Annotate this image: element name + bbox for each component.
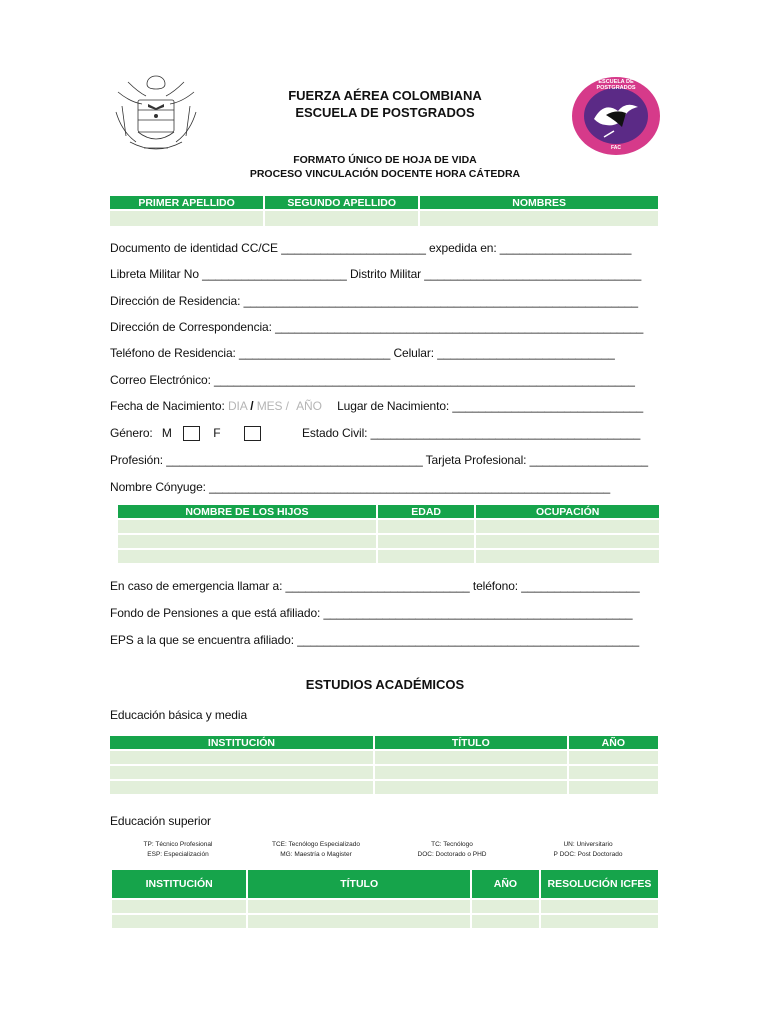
correo-field[interactable]: Correo Electrónico: ________________________________________________________________ [110,373,635,387]
legend-esp: ESP: Especialización [147,851,209,858]
badge-text-top: ESCUELA DE POSTGRADOS [596,79,636,91]
header-anio: AÑO [569,736,658,749]
segundo-apellido-cell[interactable] [265,211,418,226]
legend-doc: DOC: Doctorado o PHD [417,851,487,858]
school-badge-logo [570,75,662,157]
badge-text-bottom: FAC [611,145,621,151]
superior-table [110,870,660,928]
header-segundo-apellido: SEGUNDO APELLIDO [265,196,418,209]
legend-mg: MG: Maestría o Magister [280,851,352,858]
libreta-field[interactable]: Libreta Militar No ______________________ Distrito Militar _________________________________ [110,267,642,281]
emergencia-field[interactable]: En caso de emergencia llamar a: ____________________________ teléfono: __________________ [110,579,640,593]
header-anio-superior: AÑO [472,870,539,898]
genero-label: Género: [110,426,153,440]
legend-pdoc: P DOC: Post Doctorado [553,851,623,858]
fecha-nacimiento-label: Fecha de Nacimiento: [110,399,225,413]
legend-tc: TC: Tecnólogo [431,841,473,848]
anio-cell[interactable] [472,900,539,913]
hijo-nombre-cell[interactable] [118,520,376,533]
legend-col-1 [128,840,228,860]
legend-un: UN: Universitario [563,841,613,848]
hijo-edad-cell[interactable] [378,550,474,563]
basica-row [110,766,658,779]
legend-col-2 [256,840,376,860]
pensiones-field[interactable]: Fondo de Pensiones a que está afiliado: _______________________________________________ [110,606,633,620]
legend-tce: TCE: Tecnólogo Especializado [271,841,361,848]
hijo-ocupacion-cell[interactable] [476,535,659,548]
conyuge-field[interactable]: Nombre Cónyuge: _____________________________________________________________ [110,480,611,494]
hijo-nombre-cell[interactable] [118,550,376,563]
hijo-row [118,550,659,563]
school-name: ESCUELA DE POSTGRADOS [295,105,475,120]
titulo-cell[interactable] [375,766,567,779]
fecha-anio[interactable]: AÑO [296,399,322,413]
anio-cell[interactable] [569,781,658,794]
hijo-edad-cell[interactable] [378,520,474,533]
icfes-cell[interactable] [541,915,658,928]
header-ocupacion: OCUPACIÓN [476,505,659,518]
primer-apellido-cell[interactable] [110,211,263,226]
basica-row [110,781,658,794]
documento-field[interactable]: Documento de identidad CC/CE ______________________ expedida en: ____________________ [110,241,632,255]
form-title: FORMATO ÚNICO DE HOJA DE VIDA [293,154,477,166]
icfes-cell[interactable] [541,900,658,913]
institucion-cell[interactable] [112,900,246,913]
institucion-cell[interactable] [112,915,246,928]
estado-civil-field[interactable]: Estado Civil: _________________________________________ [301,426,641,440]
eps-field[interactable]: EPS a la que se encuentra afiliado: ____________________________________________________ [110,633,640,647]
basica-row [110,751,658,764]
telefono-field[interactable]: Teléfono de Residencia: _______________________ Celular: ___________________________ [110,346,615,360]
lugar-nacimiento-field[interactable]: Lugar de Nacimiento: _____________________________ [337,399,644,413]
basica-table [108,736,660,794]
institucion-cell[interactable] [110,766,373,779]
hijo-ocupacion-cell[interactable] [476,550,659,563]
titulo-cell[interactable] [248,915,470,928]
hijo-row [118,520,659,533]
fecha-mes[interactable]: MES / [256,399,289,413]
header-institucion-superior: INSTITUCIÓN [112,870,246,898]
fecha-nacimiento-row [110,399,643,413]
legend-tp: TP: Técnico Profesional [143,841,213,848]
hijo-ocupacion-cell[interactable] [476,520,659,533]
anio-cell[interactable] [472,915,539,928]
titulo-cell[interactable] [375,751,567,764]
titulo-cell[interactable] [248,900,470,913]
institucion-cell[interactable] [110,781,373,794]
genero-m-checkbox[interactable] [183,426,200,441]
header-edad: EDAD [378,505,474,518]
fecha-dia[interactable]: DIA [227,399,248,413]
fecha-separator: / [250,399,254,413]
profesion-field[interactable]: Profesión: _______________________________________ Tarjeta Profesional: __________________ [110,453,648,467]
header-nombre-hijos: NOMBRE DE LOS HIJOS [118,505,376,518]
institucion-cell[interactable] [110,751,373,764]
genero-f-checkbox[interactable] [244,426,261,441]
header-primer-apellido: PRIMER APELLIDO [110,196,263,209]
header-institucion: INSTITUCIÓN [110,736,373,749]
header-nombres: NOMBRES [420,196,658,209]
hijo-nombre-cell[interactable] [118,535,376,548]
hijo-edad-cell[interactable] [378,535,474,548]
titulo-cell[interactable] [375,781,567,794]
educacion-basica-label: Educación básica y media [110,708,248,722]
org-name: FUERZA AÉREA COLOMBIANA [288,88,482,103]
genero-m-label: M [161,426,172,440]
nombres-cell[interactable] [420,211,658,226]
header-resolucion-icfes: RESOLUCIÓN ICFES [541,870,658,898]
direccion-residencia-field[interactable]: Dirección de Residencia: ____________________________________________________________ [110,294,638,308]
hijos-table [116,505,661,563]
superior-row [112,900,658,913]
direccion-correspondencia-field[interactable]: Dirección de Correspondencia: ________________________________________________________ [110,320,644,334]
estudios-title: ESTUDIOS ACADÉMICOS [305,677,465,692]
legend-col-3 [400,840,504,860]
legend-col-4 [540,840,636,860]
genero-f-label: F [213,426,221,440]
hijo-row [118,535,659,548]
header-titulo: TÍTULO [375,736,567,749]
superior-row [112,915,658,928]
header-titulo-superior: TÍTULO [248,870,470,898]
educacion-superior-label: Educación superior [110,814,211,828]
anio-cell[interactable] [569,766,658,779]
name-table [108,196,660,226]
form-subtitle: PROCESO VINCULACIÓN DOCENTE HORA CÁTEDRA [249,168,521,180]
genero-row [110,426,640,441]
anio-cell[interactable] [569,751,658,764]
